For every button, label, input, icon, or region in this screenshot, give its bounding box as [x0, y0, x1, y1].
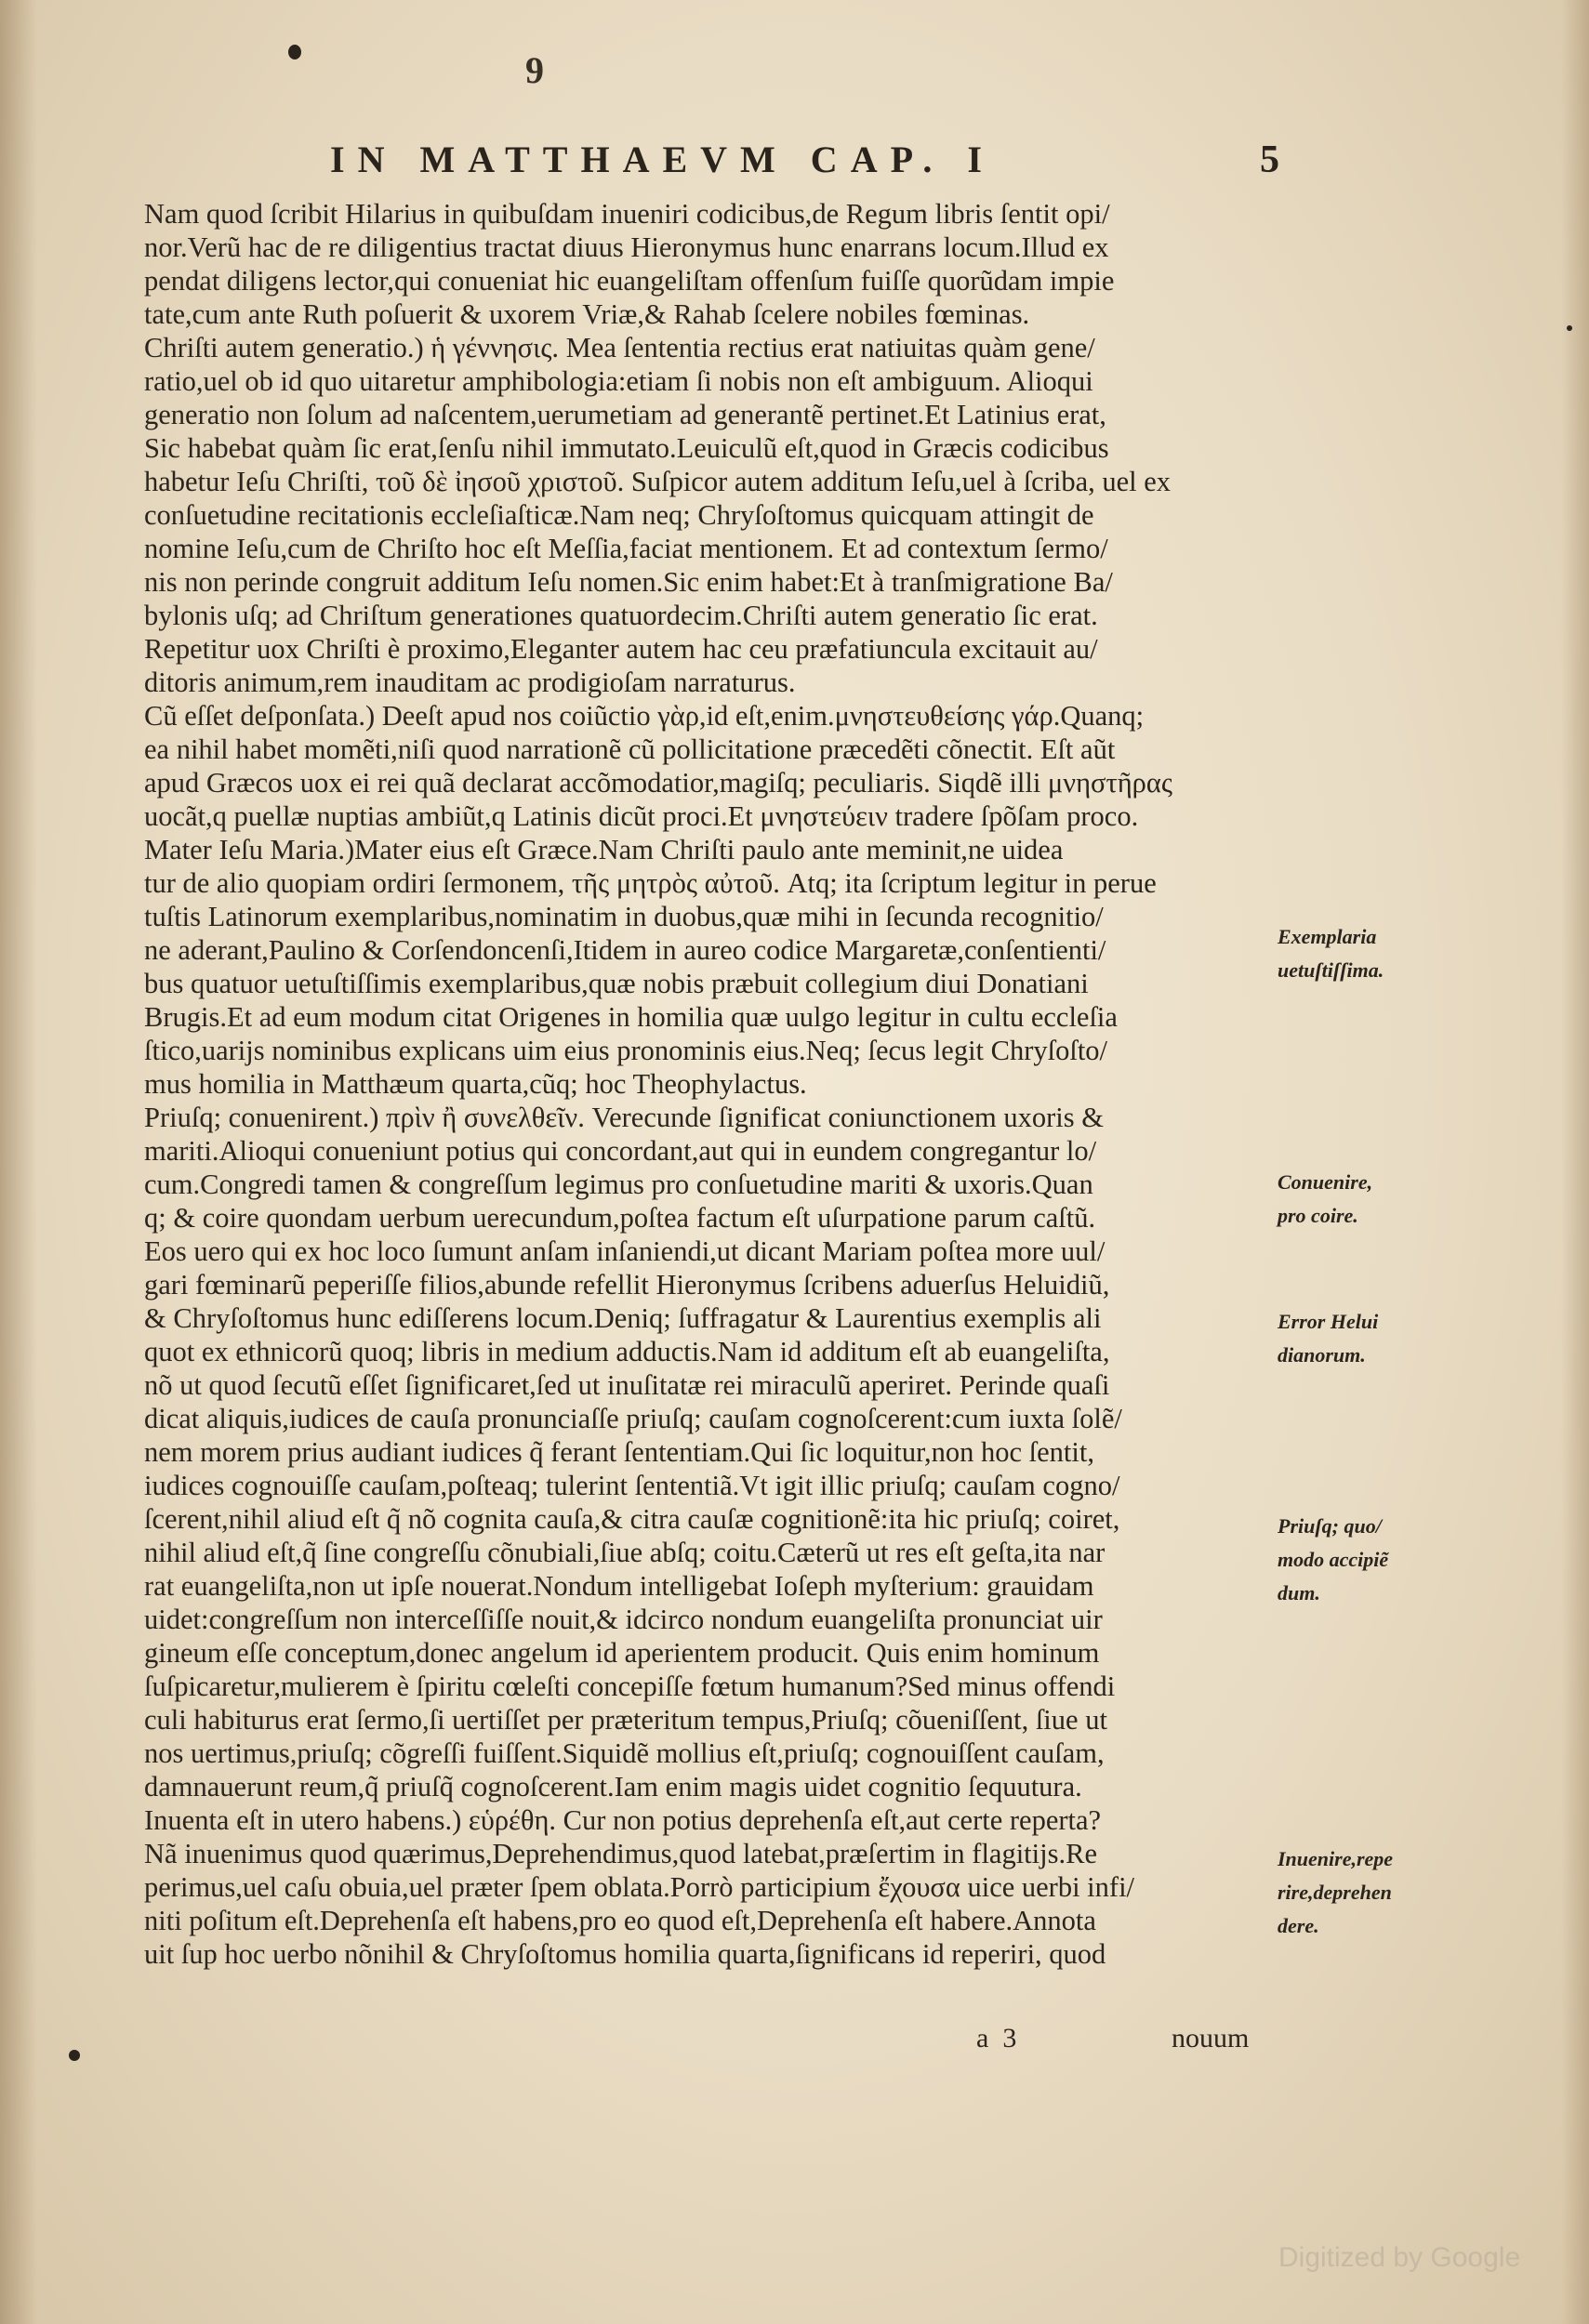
- margin-note: Inuenire,repe: [1278, 1847, 1394, 1870]
- text-line: nem morem prius audiant iudices q̃ ferant ſententiam.Qui ſic loquitur,non hoc ſentit,: [144, 1436, 1094, 1468]
- text-line: Nam quod ſcribit Hilarius in quibuſdam inueniri codicibus,de Regum libris ſentit opi/: [144, 198, 1110, 230]
- text-line: apud Græcos uox ei rei quã declarat accõmodatior,magiſq; peculiaris. Siqdẽ illi μνηστῆρας: [144, 767, 1172, 799]
- digitization-watermark: Digitized by Google: [1278, 2242, 1521, 2273]
- text-line: cum.Congredi tamen & congreſſum legimus pro conſuetudine mariti & uxoris.Quan: [144, 1169, 1093, 1200]
- text-line: Chriſti autem generatio.) ἡ γέννησις. Mea ſententia rectius erat natiuitas quàm gene/: [144, 332, 1095, 363]
- margin-note: pro coire.: [1278, 1204, 1358, 1227]
- text-line: nõ ut quod ſecutũ eſſet ſignificaret,ſed ut inuſitatæ rei miraculũ aperiret. Perinde quaſi: [144, 1369, 1110, 1401]
- page-number: 5: [1260, 139, 1279, 181]
- running-title: IN MATTHAEVM CAP. I: [330, 139, 995, 180]
- text-line: bus quatuor uetuſtiſſimis exemplaribus,quæ nobis præbuit collegium diui Donatiani: [144, 968, 1089, 999]
- text-line: tate,cum ante Ruth poſuerit & uxorem Vriæ,& Rahab ſcelere nobiles fœminas.: [144, 298, 1030, 330]
- text-line: damnauerunt reum,q̃ priuſq̃ cognoſcerent.Iam enim magis uidet cognitio ſequutura.: [144, 1771, 1082, 1802]
- text-line: Eos uero qui ex hoc loco ſumunt anſam inſaniendi,ut dicant Mariam poſtea more uul/: [144, 1235, 1106, 1267]
- text-line: ratio,uel ob id quo uitaretur amphibologia:etiam ſi nobis non eſt ambiguum. Alioqui: [144, 365, 1093, 397]
- text-line: Sic habebat quàm ſic erat,ſenſu nihil immutato.Leuiculũ eſt,quod in Græcis codicibus: [144, 432, 1109, 464]
- page-gutter-shadow: [0, 0, 37, 2324]
- text-line: dicat aliquis,iudices de cauſa pronunciaſſe priuſq; cauſam cognoſcerent:cum iuxta ſolẽ/: [144, 1403, 1122, 1434]
- text-line: uit ſup hoc uerbo nõnihil & Chryſoſtomus homilia quarta,ſignificans id reperiri, quod: [144, 1938, 1106, 1970]
- text-line: ditoris animum,rem inauditam ac prodigioſam narraturus.: [144, 667, 796, 698]
- margin-note: Error Helui: [1278, 1310, 1379, 1333]
- margin-note: dere.: [1278, 1914, 1319, 1937]
- text-line: iudices cognouiſſe cauſam,poſteaq; tulerint ſententiã.Vt igit illic priuſq; cauſam cogno/: [144, 1470, 1120, 1501]
- signature-footer: a 3: [976, 2023, 1017, 2053]
- text-line: Brugis.Et ad eum modum citat Origenes in homilia quæ uulgo legitur in cultu eccleſia: [144, 1001, 1118, 1033]
- text-line: nihil aliud eſt,q̃ ſine congreſſu cõnubiali,ſiue abſq; coitu.Cæterũ ut res eſt geſta,ita nar: [144, 1537, 1106, 1568]
- text-line: ſtico,uarijs nominibus explicans uim eius pronominis eius.Neq; ſecus legit Chryſoſto/: [144, 1035, 1108, 1066]
- text-line: perimus,uel caſu obuia,uel præter ſpem oblata.Porrò participium ἔχουσα uice uerbi infi/: [144, 1871, 1135, 1903]
- text-line: Priuſq; conuenirent.) πρὶν ἢ συνελθεῖν. Verecunde ſignificat coniunctionem uxoris &: [144, 1102, 1104, 1133]
- text-line: uidet:congreſſum non interceſſiſſe nouit,& idcirco nondum euangeliſta pronunciat uir: [144, 1604, 1103, 1635]
- text-line: & Chryſoſtomus hunc ediſſerens locum.Deniq; ſuffragatur & Laurentius exemplis ali: [144, 1302, 1102, 1334]
- ink-spot: [69, 2050, 80, 2061]
- margin-note: dum.: [1278, 1581, 1320, 1604]
- margin-note: modo accipiẽ: [1278, 1548, 1389, 1571]
- text-line: quot ex ethnicorũ quoq; libris in medium adductis.Nam id additum eſt ab euangeliſta,: [144, 1336, 1110, 1367]
- margin-note: rire,deprehen: [1278, 1881, 1392, 1904]
- margin-note: Conuenire,: [1278, 1170, 1373, 1194]
- text-line: pendat diligens lector,qui conueniat hic euangeliſtam offenſum fuiſſe quorũdam impie: [144, 265, 1115, 297]
- text-line: nor.Verũ hac de re diligentius tractat diuus Hieronymus hunc enarrans locum.Illud ex: [144, 231, 1109, 263]
- text-line: tur de alio quopiam ordiri ſermonem, τῆς μητρὸς αὐτοῦ. Atq; ita ſcriptum legitur in perue: [144, 867, 1157, 899]
- text-line: nomine Ieſu,cum de Chriſto hoc eſt Meſſia,faciat mentionem. Et ad contextum ſermo/: [144, 533, 1108, 564]
- text-line: nos uertimus,priuſq; cõgreſſi fuiſſent.Siquidẽ mollius eſt,priuſq; cognouiſſent cauſam,: [144, 1737, 1105, 1769]
- text-line: nis non perinde congruit additum Ieſu nomen.Sic enim habet:Et à tranſmigratione Ba/: [144, 566, 1113, 598]
- text-line: tuſtis Latinorum exemplaribus,nominatim in duobus,quæ mihi in ſecunda recognitio/: [144, 901, 1104, 932]
- text-line: bylonis uſq; ad Chriſtum generationes quatuordecim.Chriſti autem generatio ſic erat.: [144, 600, 1098, 631]
- text-line: culi habiturus erat ſermo,ſi uertiſſet per præteritum tempus,Priuſq; cõueniſſent, ſiue ut: [144, 1704, 1107, 1736]
- margin-note: Exemplaria: [1278, 925, 1377, 948]
- text-line: Repetitur uox Chriſti è proximo,Eleganter autem hac ceu præfatiuncula excitauit au/: [144, 633, 1098, 665]
- text-line: Mater Ieſu Maria.)Mater eius eſt Græce.Nam Chriſti paulo ante meminit,ne uidea: [144, 834, 1064, 865]
- text-line: Nã inuenimus quod quærimus,Deprehendimus,quod latebat,præſertim in flagitijs.Re: [144, 1838, 1097, 1869]
- text-line: Inuenta eſt in utero habens.) εὑρέθη. Cur non potius deprehenſa eſt,aut certe reperta?: [144, 1804, 1102, 1836]
- text-line: mariti.Alioqui conueniunt potius qui concordant,aut qui in eundem congregantur lo/: [144, 1135, 1097, 1167]
- margin-note: dianorum.: [1278, 1343, 1366, 1367]
- text-line: ſcerent,nihil aliud eſt q̃ nõ cognita cauſa,& citra cauſæ cognitionẽ:ita hic priuſq; coiret,: [144, 1503, 1120, 1535]
- text-line: niti poſitum eſt.Deprehenſa eſt habens,pro eo quod eſt,Deprehenſa eſt habere.Annota: [144, 1905, 1096, 1936]
- main-text-block: [144, 197, 1283, 2004]
- text-line: Cũ eſſet deſponſata.) Deeſt apud nos coiũctio γὰρ,id eſt,enim.μνηστευθείσης γάρ.Quanq;: [144, 700, 1145, 732]
- text-line: generatio non ſolum ad naſcentem,uerumetiam ad generantẽ pertinet.Et Latinius erat,: [144, 399, 1106, 430]
- ink-spot: [288, 45, 301, 59]
- text-line: [144, 1971, 1283, 2004]
- text-line: mus homilia in Matthæum quarta,cũq; hoc Theophylactus.: [144, 1068, 807, 1100]
- text-line: ſuſpicaretur,mulierem è ſpiritu cœleſti concepiſſe fœtum humanum?Sed minus offendi: [144, 1670, 1116, 1702]
- margin-note: Priuſq; quo/: [1278, 1514, 1382, 1538]
- text-line: conſuetudine recitationis eccleſiaſticæ.Nam neq; Chryſoſtomus quicquam attingit de: [144, 499, 1094, 531]
- text-line: ea nihil habet momẽti,niſi quod narrationẽ cũ pollicitatione præcedẽti cõnectit. Eſt aũt: [144, 733, 1116, 765]
- text-line: q; & coire quondam uerbum uerecundum,poſtea factum eſt uſurpatione parum caſtũ.: [144, 1202, 1096, 1234]
- text-line: uocãt,q puellæ nuptias ambiũt,q Latinis dicũt proci.Et μνηστεύειν tradere ſpõſam proco.: [144, 800, 1139, 832]
- signature-mark: 9: [525, 49, 544, 91]
- text-line: gineum eſſe conceptum,donec angelum id aperientem producit. Quis enim hominum: [144, 1637, 1100, 1669]
- running-head: [330, 138, 1279, 193]
- catchword: nouum: [1172, 2023, 1250, 2053]
- text-line: ne aderant,Paulino & Corſendoncenſi,Itidem in aureo codice Margaretæ,conſentienti/: [144, 934, 1106, 966]
- text-line: rat euangeliſta,non ut ipſe nouerat.Nondum intelligebat Ioſeph myſterium: grauidam: [144, 1570, 1094, 1602]
- page-edge-shadow: [1561, 0, 1589, 2324]
- margin-note: uetuſtiſſima.: [1278, 958, 1384, 982]
- text-line: habetur Ieſu Chriſti, τοῦ δὲ ἰησοῦ χριστοῦ. Suſpicor autem additum Ieſu,uel à ſcriba, uel ex: [144, 466, 1172, 497]
- ink-spot: [1567, 325, 1572, 331]
- text-line: gari fœminarũ peperiſſe filios,abunde refellit Hieronymus ſcribens aduerſus Heluidiũ,: [144, 1269, 1110, 1301]
